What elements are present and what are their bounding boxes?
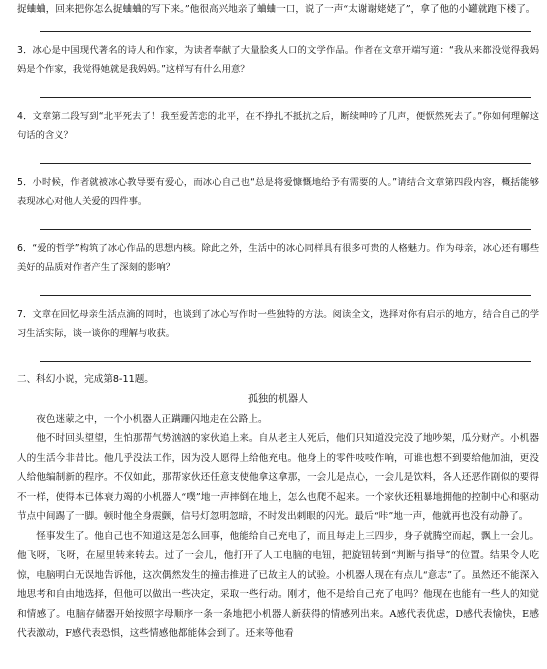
story-title: 孤独的机器人	[248, 393, 308, 405]
answer-line[interactable]	[40, 31, 531, 32]
answer-line[interactable]	[40, 361, 531, 362]
question-6: 6．“爱的哲学”构筑了冰心作品的思想内核。除此之外，生活中的冰心同样具有很多可贵的人格魅力。作为母亲，冰心还有哪些美好的品质对作者产生了深刻的影响？	[17, 242, 539, 273]
answer-line[interactable]	[40, 97, 531, 98]
story-paragraph-1: 夜色迷蒙之中，一个小机器人正蹒跚闪地走在公路上。	[36, 413, 268, 425]
story-continuation-text: 捉蛐蛐，回来把你怎么捉蛐蛐的写下来。”他很高兴地亲了蛐蛐一口，说了一声“太谢谢姥姥了”，拿了他的小罐就跑下楼了。	[17, 4, 536, 15]
answer-line[interactable]	[40, 163, 531, 164]
question-5: 5．小时候，作者就被冰心教导要有爱心，而冰心自己也“总是将爱慷慨地给予有需要的人。”请结合文章第四段内容，概括能够表现冰心对他人关爱的四件事。	[17, 176, 539, 207]
answer-line[interactable]	[40, 229, 531, 230]
answer-line[interactable]	[40, 295, 531, 296]
story-paragraph-3: 怪事发生了。他自己也不知道这是怎么回事，他能给自己充电了，而且每走上三四步，身子就腾空而起，飘上一会儿。他飞呀，飞呀，在屋里转来转去。过了一会儿，他打开了人工电脑的电钮，把旋钮转到“判断与指导”的位置。结果令人吃惊，电脑明白无误地告诉他，这次偶然发生的撞击推进了已故主人的试验。小机器人现在有点儿“意志”了。虽然还不能深入地思考和自由地选择，但他可以做出一些决定，采取一些行动。刚才，他不是给自己充了电吗？他现在也能有一些人的知觉和情感了。电脑存储器开始按照字母顺序一条一条地把小机器人新获得的情感列出来。A感代表优虑，D感代表愉快，E感代表激动，F感代表恐惧，这些情感他都能体会到了。还来等他看	[17, 530, 539, 639]
question-3: 3．冰心是中国现代著名的诗人和作家，为读者奉献了大量脍炙人口的文学作品。作者在文章开端写道：“我从来都没觉得我妈妈是个作家，我觉得她就是我妈妈。”这样写有什么用意？	[17, 44, 539, 75]
section-heading: 二、科幻小说，完成第8-11题。	[17, 373, 154, 385]
question-4: 4．文章第二段写到“北平死去了！我至爱苦恋的北平，在不挣扎不抵抗之后，断续呻吟了几声，便恹然死去了。”你如何理解这句话的含义？	[17, 110, 539, 141]
question-7: 7．文章在回忆母亲生活点滴的同时，也谈到了冰心写作时一些独特的方法。阅读全文，选择对你有启示的地方，结合自己的学习生活实际，谈一谈你的理解与收获。	[17, 308, 539, 339]
story-paragraph-2: 他不时回头望望，生怕那帮气势汹汹的家伙追上来。自从老主人死后，他们只知道没完没了地吵架，瓜分财产。小机器人的生活今非昔比。他几乎没法工作，因为没人愿得上给他充电。他身上的零件吱吱作响，可谁也想不到要给他加油，更没人给他编制新的程序。不仅如此，那帮家伙还任意支使他拿这拿那，一会儿是点心，一会儿是饮料，各人还恶作剧似的要得不一样，使得本已体衰力竭的小机器人“噗”地一声摔倒在地上，怎么也爬不起来。一个家伙还粗暴地拥他的控制中心和驱动节点中间踢了一脚。顿时他全身震颤，信号灯忽明忽暗，不时发出刺眼的闪光。最后“咔”地一声，他就再也没有动静了。	[17, 433, 539, 522]
